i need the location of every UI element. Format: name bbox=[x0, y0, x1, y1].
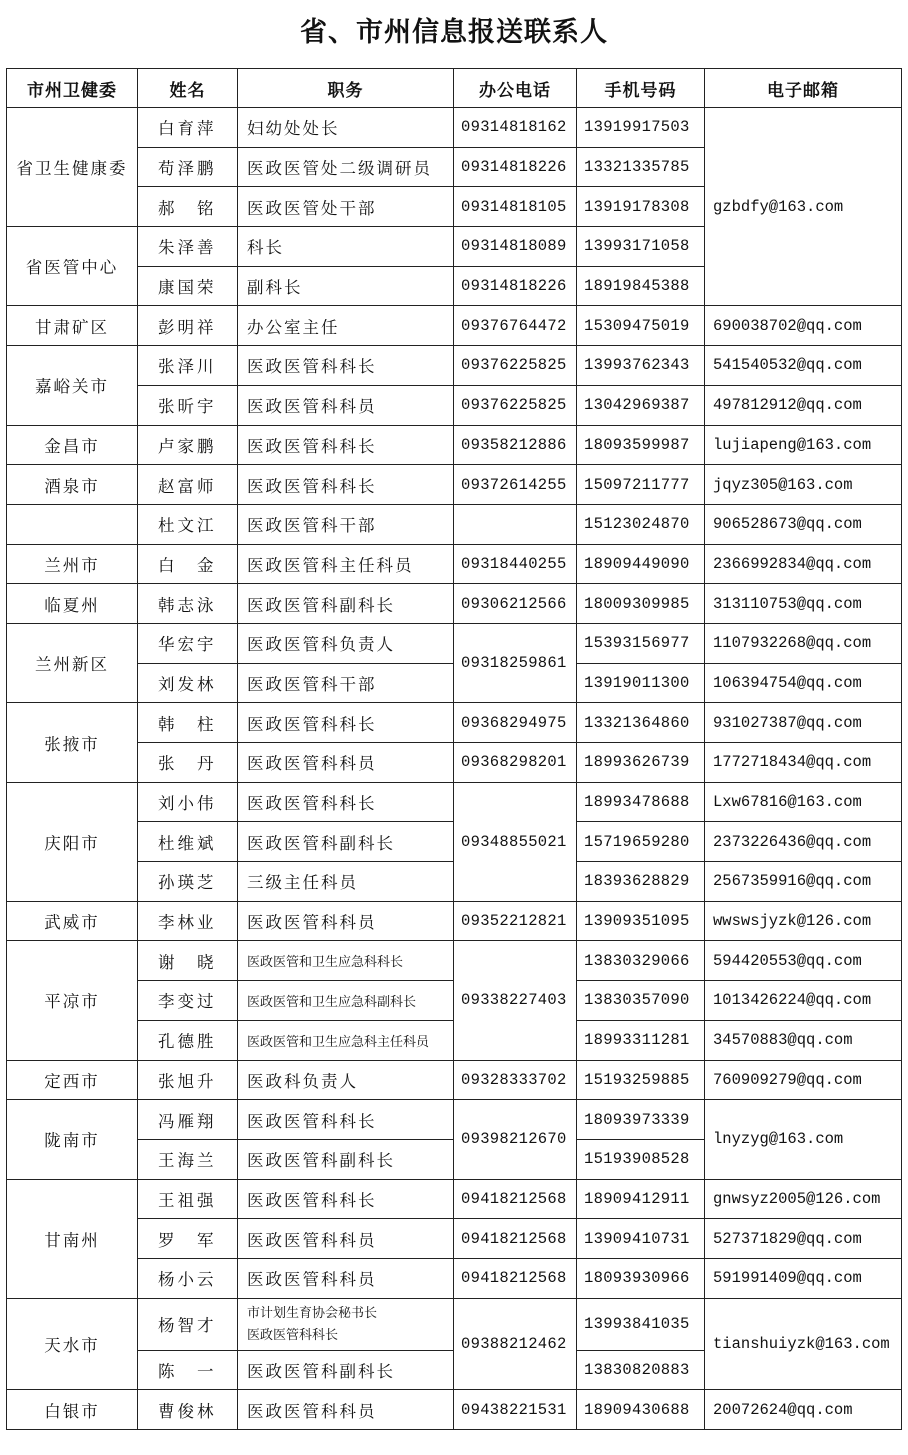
mobile-cell: 18919845388 bbox=[577, 266, 705, 306]
email-cell: lujiapeng@163.com bbox=[705, 425, 902, 465]
table-row bbox=[7, 1390, 902, 1430]
mobile-cell: 15193259885 bbox=[577, 1060, 705, 1100]
region-cell: 省卫生健康委 bbox=[7, 108, 138, 227]
name-cell: 刘发林 bbox=[138, 663, 238, 703]
title-cell: 医政医管科副科长 bbox=[238, 584, 454, 624]
mobile-cell: 13993171058 bbox=[577, 227, 705, 267]
mobile-cell: 13830357090 bbox=[577, 981, 705, 1021]
office-phone-cell: 09368298201 bbox=[454, 743, 577, 783]
title-cell: 医政医管处干部 bbox=[238, 187, 454, 227]
office-phone-cell: 09306212566 bbox=[454, 584, 577, 624]
table-row bbox=[7, 703, 902, 743]
table-row bbox=[7, 1219, 902, 1259]
email-cell: 541540532@qq.com bbox=[705, 346, 902, 386]
table-row bbox=[7, 1258, 902, 1298]
mobile-cell: 18909412911 bbox=[577, 1179, 705, 1219]
name-cell: 曹俊林 bbox=[138, 1390, 238, 1430]
region-cell bbox=[7, 504, 138, 544]
title-cell: 医政医管科科员 bbox=[238, 901, 454, 941]
office-phone-cell: 09376764472 bbox=[454, 306, 577, 346]
title-cell: 医政医管科科员 bbox=[238, 1390, 454, 1430]
office-phone-cell: 09328333702 bbox=[454, 1060, 577, 1100]
email-cell: gzbdfy@163.com bbox=[705, 108, 902, 306]
region-cell: 兰州新区 bbox=[7, 623, 138, 702]
mobile-cell: 13321364860 bbox=[577, 703, 705, 743]
title-cell: 医政医管科干部 bbox=[238, 504, 454, 544]
region-cell: 甘南州 bbox=[7, 1179, 138, 1298]
table-row bbox=[7, 504, 902, 544]
table-row bbox=[7, 306, 902, 346]
table-row bbox=[7, 782, 902, 822]
name-cell: 罗 军 bbox=[138, 1219, 238, 1259]
table-row bbox=[7, 584, 902, 624]
office-phone-cell: 09398212670 bbox=[454, 1100, 577, 1179]
region-cell: 张掖市 bbox=[7, 703, 138, 782]
name-cell: 白育萍 bbox=[138, 108, 238, 148]
title-cell: 医政医管和卫生应急科科长 bbox=[238, 941, 454, 981]
email-cell: 1772718434@qq.com bbox=[705, 743, 902, 783]
office-phone-cell: 09376225825 bbox=[454, 346, 577, 386]
email-cell: 34570883@qq.com bbox=[705, 1020, 902, 1060]
table-row bbox=[7, 385, 902, 425]
email-cell: 497812912@qq.com bbox=[705, 385, 902, 425]
region-cell: 陇南市 bbox=[7, 1100, 138, 1179]
office-phone-cell: 09352212821 bbox=[454, 901, 577, 941]
email-cell: Lxw67816@163.com bbox=[705, 782, 902, 822]
title-cell: 医政医管科科员 bbox=[238, 743, 454, 783]
name-cell: 卢家鹏 bbox=[138, 425, 238, 465]
office-phone-cell: 09368294975 bbox=[454, 703, 577, 743]
name-cell: 白 金 bbox=[138, 544, 238, 584]
mobile-cell: 18993626739 bbox=[577, 743, 705, 783]
title-cell: 医政科负责人 bbox=[238, 1060, 454, 1100]
name-cell: 冯雁翔 bbox=[138, 1100, 238, 1140]
table-row bbox=[7, 465, 902, 505]
name-cell: 李变过 bbox=[138, 981, 238, 1021]
region-cell: 省医管中心 bbox=[7, 227, 138, 306]
office-phone-cell: 09348855021 bbox=[454, 782, 577, 901]
region-cell: 武威市 bbox=[7, 901, 138, 941]
office-phone-cell: 09314818226 bbox=[454, 147, 577, 187]
name-cell: 康国荣 bbox=[138, 266, 238, 306]
office-phone-cell: 09338227403 bbox=[454, 941, 577, 1060]
office-phone-cell: 09314818226 bbox=[454, 266, 577, 306]
name-cell: 朱泽善 bbox=[138, 227, 238, 267]
region-cell: 平凉市 bbox=[7, 941, 138, 1060]
name-cell: 王海兰 bbox=[138, 1139, 238, 1179]
title-line: 市计划生育协会秘书长 bbox=[247, 1305, 378, 1321]
table-row bbox=[7, 1298, 902, 1350]
name-cell: 赵富师 bbox=[138, 465, 238, 505]
header-email: 电子邮箱 bbox=[705, 69, 902, 108]
table-row bbox=[7, 1060, 902, 1100]
title-cell: 医政医管科主任科员 bbox=[238, 544, 454, 584]
table-row bbox=[7, 1179, 902, 1219]
mobile-cell: 13919178308 bbox=[577, 187, 705, 227]
header-office-phone: 办公电话 bbox=[454, 69, 577, 108]
mobile-cell: 18993311281 bbox=[577, 1020, 705, 1060]
name-cell: 华宏宇 bbox=[138, 623, 238, 663]
mobile-cell: 13919917503 bbox=[577, 108, 705, 148]
name-cell: 刘小伟 bbox=[138, 782, 238, 822]
name-cell: 张昕宇 bbox=[138, 385, 238, 425]
title-cell: 医政医管科科长 bbox=[238, 465, 454, 505]
email-cell: 594420553@qq.com bbox=[705, 941, 902, 981]
title-cell: 科长 bbox=[238, 227, 454, 267]
email-cell: 2373226436@qq.com bbox=[705, 822, 902, 862]
office-phone-cell: 09438221531 bbox=[454, 1390, 577, 1430]
name-cell: 郝 铭 bbox=[138, 187, 238, 227]
contact-table bbox=[6, 68, 902, 1430]
email-cell: 527371829@qq.com bbox=[705, 1219, 902, 1259]
name-cell: 杨智才 bbox=[138, 1298, 238, 1350]
mobile-cell: 18909449090 bbox=[577, 544, 705, 584]
title-cell: 副科长 bbox=[238, 266, 454, 306]
table-row bbox=[7, 108, 902, 148]
header-region: 市州卫健委 bbox=[7, 69, 138, 108]
title-cell: 三级主任科员 bbox=[238, 862, 454, 902]
title-cell: 医政医管科科员 bbox=[238, 1258, 454, 1298]
mobile-cell: 13919011300 bbox=[577, 663, 705, 703]
name-cell: 苟泽鹏 bbox=[138, 147, 238, 187]
mobile-cell: 18093599987 bbox=[577, 425, 705, 465]
mobile-cell: 15719659280 bbox=[577, 822, 705, 862]
region-cell: 定西市 bbox=[7, 1060, 138, 1100]
office-phone-cell bbox=[454, 504, 577, 544]
name-cell: 孔德胜 bbox=[138, 1020, 238, 1060]
email-cell: 690038702@qq.com bbox=[705, 306, 902, 346]
title-cell: 医政医管科科长 bbox=[238, 1179, 454, 1219]
mobile-cell: 15123024870 bbox=[577, 504, 705, 544]
region-cell: 庆阳市 bbox=[7, 782, 138, 901]
email-cell: lnyzyg@163.com bbox=[705, 1100, 902, 1179]
name-cell: 孙瑛芝 bbox=[138, 862, 238, 902]
name-cell: 谢 晓 bbox=[138, 941, 238, 981]
name-cell: 张旭升 bbox=[138, 1060, 238, 1100]
title-cell: 医政医管科科长 bbox=[238, 425, 454, 465]
email-cell: 906528673@qq.com bbox=[705, 504, 902, 544]
office-phone-cell: 09318440255 bbox=[454, 544, 577, 584]
name-cell: 韩 柱 bbox=[138, 703, 238, 743]
office-phone-cell: 09418212568 bbox=[454, 1219, 577, 1259]
email-cell: 931027387@qq.com bbox=[705, 703, 902, 743]
office-phone-cell: 09376225825 bbox=[454, 385, 577, 425]
title-cell: 医政医管科科长 bbox=[238, 782, 454, 822]
region-cell: 兰州市 bbox=[7, 544, 138, 584]
email-cell: 2567359916@qq.com bbox=[705, 862, 902, 902]
mobile-cell: 13830329066 bbox=[577, 941, 705, 981]
table-row bbox=[7, 346, 902, 386]
mobile-cell: 15309475019 bbox=[577, 306, 705, 346]
email-cell: 2366992834@qq.com bbox=[705, 544, 902, 584]
name-cell: 杜文江 bbox=[138, 504, 238, 544]
name-cell: 杜维斌 bbox=[138, 822, 238, 862]
email-cell: jqyz305@163.com bbox=[705, 465, 902, 505]
header-mobile: 手机号码 bbox=[577, 69, 705, 108]
title-cell: 医政医管科副科长 bbox=[238, 1350, 454, 1390]
mobile-cell: 15193908528 bbox=[577, 1139, 705, 1179]
region-cell: 甘肃矿区 bbox=[7, 306, 138, 346]
table-body bbox=[7, 108, 902, 1430]
mobile-cell: 15393156977 bbox=[577, 623, 705, 663]
email-cell: gnwsyz2005@126.com bbox=[705, 1179, 902, 1219]
title-cell: 医政医管科科长 bbox=[238, 1100, 454, 1140]
region-cell: 白银市 bbox=[7, 1390, 138, 1430]
table-row bbox=[7, 901, 902, 941]
office-phone-cell: 09318259861 bbox=[454, 623, 577, 702]
title-line: 医政医管科科长 bbox=[247, 1327, 339, 1343]
mobile-cell: 18393628829 bbox=[577, 862, 705, 902]
title-cell: 医政医管科副科长 bbox=[238, 1139, 454, 1179]
header-name: 姓名 bbox=[138, 69, 238, 108]
title-cell: 医政医管科科员 bbox=[238, 385, 454, 425]
title-cell: 医政医管科副科长 bbox=[238, 822, 454, 862]
region-cell: 临夏州 bbox=[7, 584, 138, 624]
table-row bbox=[7, 941, 902, 981]
title-cell: 医政医管和卫生应急科主任科员 bbox=[238, 1020, 454, 1060]
mobile-cell: 18093930966 bbox=[577, 1258, 705, 1298]
title-cell: 办公室主任 bbox=[238, 306, 454, 346]
office-phone-cell: 09314818105 bbox=[454, 187, 577, 227]
mobile-cell: 18909430688 bbox=[577, 1390, 705, 1430]
email-cell: 313110753@qq.com bbox=[705, 584, 902, 624]
region-cell: 嘉峪关市 bbox=[7, 346, 138, 425]
title-cell: 医政医管科科长 bbox=[238, 703, 454, 743]
table-row bbox=[7, 743, 902, 783]
email-cell: 1107932268@qq.com bbox=[705, 623, 902, 663]
name-cell: 韩志泳 bbox=[138, 584, 238, 624]
email-cell: 1013426224@qq.com bbox=[705, 981, 902, 1021]
title-cell: 妇幼处处长 bbox=[238, 108, 454, 148]
office-phone-cell: 09372614255 bbox=[454, 465, 577, 505]
office-phone-cell: 09314818089 bbox=[454, 227, 577, 267]
email-cell: 591991409@qq.com bbox=[705, 1258, 902, 1298]
mobile-cell: 13042969387 bbox=[577, 385, 705, 425]
mobile-cell: 13909351095 bbox=[577, 901, 705, 941]
email-cell: wwswsjyzk@126.com bbox=[705, 901, 902, 941]
title-cell: 医政医管和卫生应急科副科长 bbox=[238, 981, 454, 1021]
mobile-cell: 18993478688 bbox=[577, 782, 705, 822]
title-cell: 医政医管科负责人 bbox=[238, 623, 454, 663]
mobile-cell: 15097211777 bbox=[577, 465, 705, 505]
name-cell: 王祖强 bbox=[138, 1179, 238, 1219]
email-cell: 106394754@qq.com bbox=[705, 663, 902, 703]
name-cell: 彭明祥 bbox=[138, 306, 238, 346]
title-cell: 医政医管科科员 bbox=[238, 1219, 454, 1259]
office-phone-cell: 09358212886 bbox=[454, 425, 577, 465]
table-row bbox=[7, 425, 902, 465]
name-cell: 李林业 bbox=[138, 901, 238, 941]
office-phone-cell: 09314818162 bbox=[454, 108, 577, 148]
name-cell: 张 丹 bbox=[138, 743, 238, 783]
title-cell: 医政医管处二级调研员 bbox=[238, 147, 454, 187]
title-cell: 医政医管科科长 bbox=[238, 346, 454, 386]
table-header-row bbox=[7, 69, 902, 108]
email-cell: 20072624@qq.com bbox=[705, 1390, 902, 1430]
mobile-cell: 18009309985 bbox=[577, 584, 705, 624]
office-phone-cell: 09418212568 bbox=[454, 1258, 577, 1298]
mobile-cell: 13909410731 bbox=[577, 1219, 705, 1259]
email-cell: tianshuiyzk@163.com bbox=[705, 1298, 902, 1390]
region-cell: 金昌市 bbox=[7, 425, 138, 465]
table-row bbox=[7, 544, 902, 584]
name-cell: 杨小云 bbox=[138, 1258, 238, 1298]
region-cell: 天水市 bbox=[7, 1298, 138, 1390]
email-cell: 760909279@qq.com bbox=[705, 1060, 902, 1100]
title-cell bbox=[238, 1298, 454, 1350]
title-cell: 医政医管科干部 bbox=[238, 663, 454, 703]
header-title: 职务 bbox=[238, 69, 454, 108]
mobile-cell: 13993762343 bbox=[577, 346, 705, 386]
table-row bbox=[7, 1100, 902, 1140]
office-phone-cell: 09418212568 bbox=[454, 1179, 577, 1219]
mobile-cell: 13993841035 bbox=[577, 1298, 705, 1350]
page-title: 省、市州信息报送联系人 bbox=[300, 17, 608, 47]
mobile-cell: 18093973339 bbox=[577, 1100, 705, 1140]
table-row bbox=[7, 623, 902, 663]
name-cell: 张泽川 bbox=[138, 346, 238, 386]
region-cell: 酒泉市 bbox=[7, 465, 138, 505]
office-phone-cell: 09388212462 bbox=[454, 1298, 577, 1390]
name-cell: 陈 一 bbox=[138, 1350, 238, 1390]
mobile-cell: 13830820883 bbox=[577, 1350, 705, 1390]
mobile-cell: 13321335785 bbox=[577, 147, 705, 187]
